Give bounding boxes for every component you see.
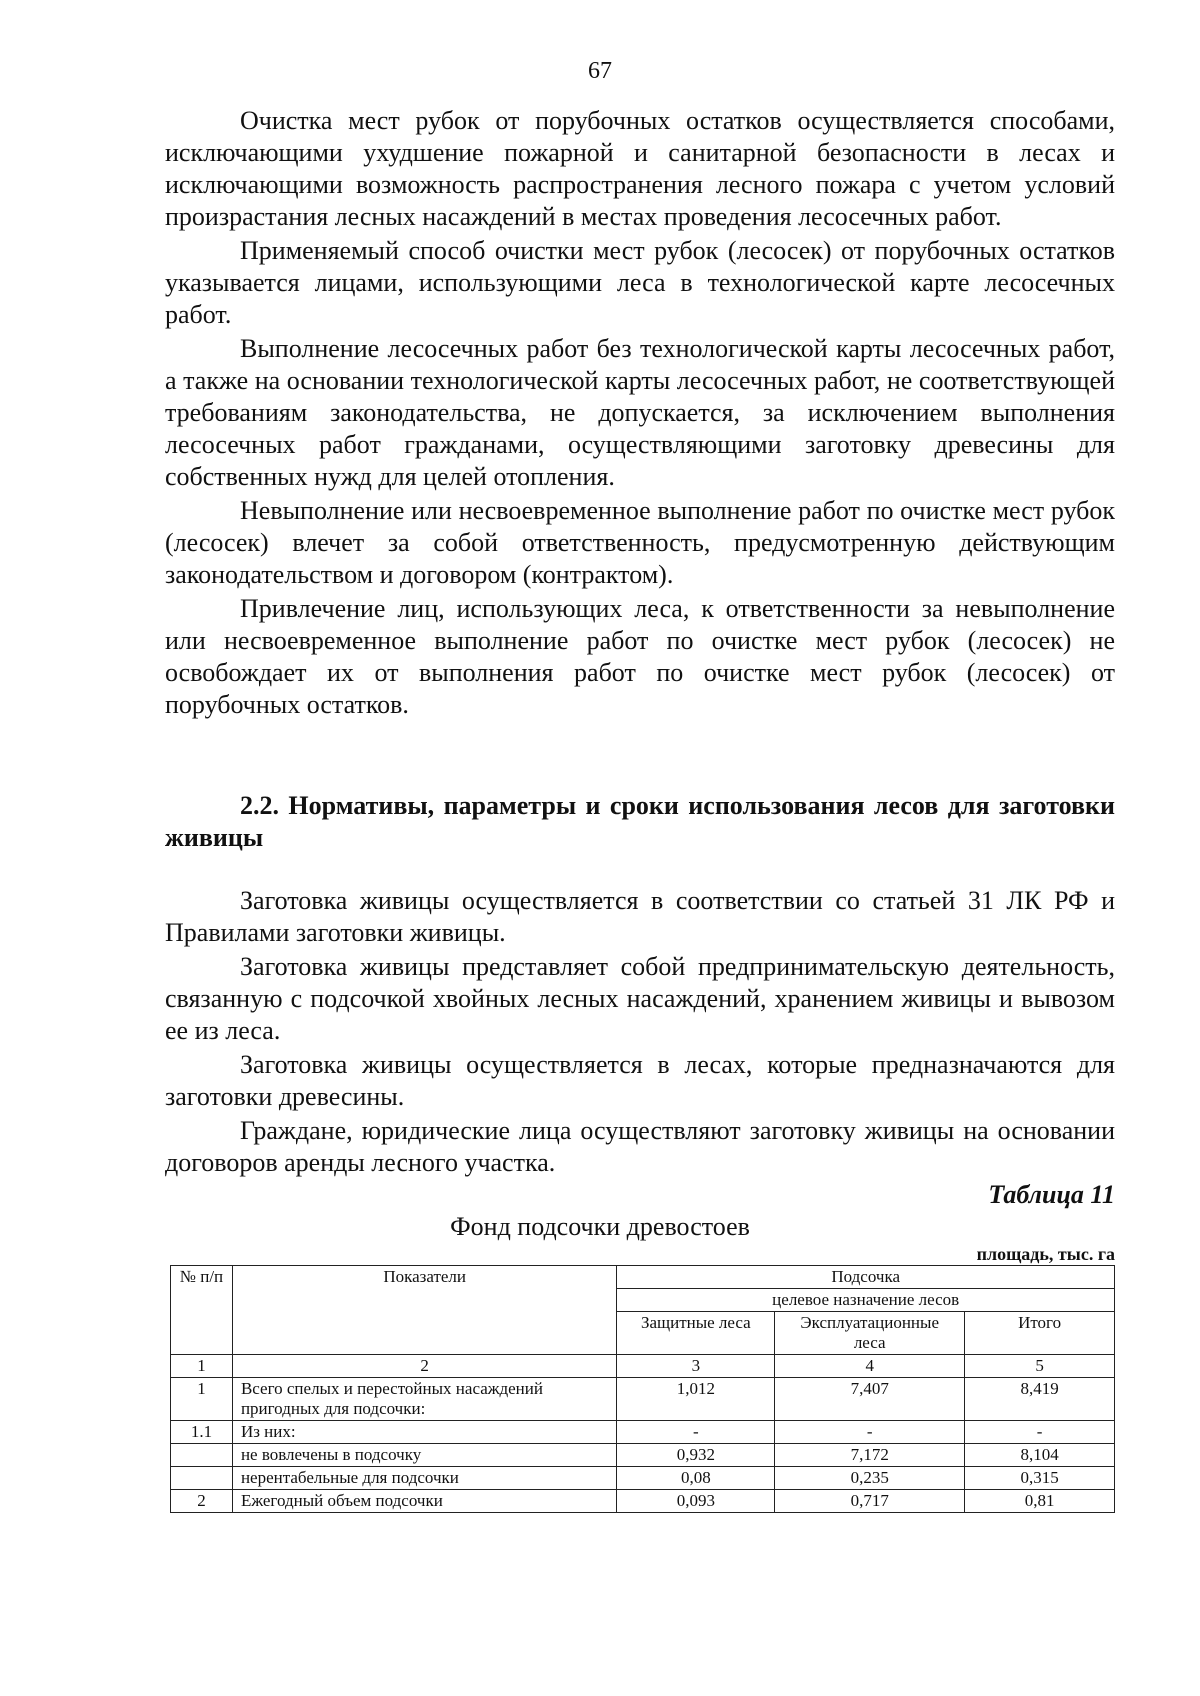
column-number: 2 xyxy=(232,1355,616,1378)
table-caption: Таблица 11 xyxy=(988,1180,1115,1209)
table-row xyxy=(171,1490,1115,1513)
row-total: 0,315 xyxy=(965,1467,1115,1490)
table-row xyxy=(171,1421,1115,1444)
page-number: 67 xyxy=(588,58,612,84)
paragraph: Заготовка живицы осуществляется в соответствии со статьей 31 ЛК РФ и Правилами заготовки живицы. xyxy=(165,886,1115,947)
paragraph: Выполнение лесосечных работ без технологической карты лесосечных работ, а также на основании технологической карты лесосечных работ, не соответствующей требованиям законодательства, не допускается, за исключением выполнения лесосечных работ гражданами, осуществляющими заготовку древесины для собственных нужд для целей отопления. xyxy=(165,334,1115,491)
column-number-row xyxy=(171,1355,1115,1378)
row-protective: - xyxy=(617,1421,775,1444)
table-title: Фонд подсочки древостоев xyxy=(450,1212,750,1241)
row-exploitation: - xyxy=(775,1421,965,1444)
row-num: 2 xyxy=(171,1490,233,1513)
header-num: № п/п xyxy=(171,1266,233,1355)
column-number: 3 xyxy=(617,1355,775,1378)
header-protective: Защитные леса xyxy=(617,1312,775,1355)
row-protective: 1,012 xyxy=(617,1378,775,1421)
row-label: нерентабельные для подсочки xyxy=(232,1467,616,1490)
row-label: Из них: xyxy=(232,1421,616,1444)
table-row xyxy=(171,1444,1115,1467)
row-num xyxy=(171,1444,233,1467)
table-units: площадь, тыс. га xyxy=(976,1244,1115,1264)
row-protective: 0,932 xyxy=(617,1444,775,1467)
paragraph: Граждане, юридические лица осуществляют заготовку живицы на основании договоров аренды лесного участка. xyxy=(165,1116,1115,1177)
row-label: не вовлечены в подсочку xyxy=(232,1444,616,1467)
row-exploitation: 0,717 xyxy=(775,1490,965,1513)
header-subgroup: целевое назначение лесов xyxy=(617,1289,1115,1312)
row-label: Всего спелых и перестойных насаждений пригодных для подсочки: xyxy=(232,1378,616,1421)
paragraph: Очистка мест рубок от порубочных остатков осуществляется способами, исключающими ухудшение пожарной и санитарной безопасности в лесах и исключающими возможность распространения лесного пожара с учетом условий произрастания лесных насаждений в местах проведения лесосечных работ. xyxy=(165,106,1115,231)
table-row xyxy=(171,1467,1115,1490)
row-total: 0,81 xyxy=(965,1490,1115,1513)
row-protective: 0,08 xyxy=(617,1467,775,1490)
paragraph: Заготовка живицы осуществляется в лесах, которые предназначаются для заготовки древесины. xyxy=(165,1050,1115,1111)
paragraph: Применяемый способ очистки мест рубок (лесосек) от порубочных остатков указывается лицами, использующими леса в технологической карте лесосечных работ. xyxy=(165,236,1115,329)
row-total: 8,104 xyxy=(965,1444,1115,1467)
row-label: Ежегодный объем подсочки xyxy=(232,1490,616,1513)
data-table xyxy=(170,1265,1115,1513)
header-total: Итого xyxy=(965,1312,1115,1355)
body-text-bottom xyxy=(165,885,1115,1181)
header-indicators: Показатели xyxy=(232,1266,616,1355)
header-row xyxy=(171,1266,1115,1289)
section-heading: 2.2. Нормативы, параметры и сроки использования лесов для заготовки живицы xyxy=(165,791,1115,852)
column-number: 1 xyxy=(171,1355,233,1378)
row-protective: 0,093 xyxy=(617,1490,775,1513)
body-text-top xyxy=(165,105,1115,723)
row-num: 1.1 xyxy=(171,1421,233,1444)
row-exploitation: 0,235 xyxy=(775,1467,965,1490)
row-exploitation: 7,407 xyxy=(775,1378,965,1421)
table-row xyxy=(171,1378,1115,1421)
row-num xyxy=(171,1467,233,1490)
column-number: 4 xyxy=(775,1355,965,1378)
header-group: Подсочка xyxy=(617,1266,1115,1289)
column-number: 5 xyxy=(965,1355,1115,1378)
paragraph: Заготовка живицы представляет собой предпринимательскую деятельность, связанную с подсочкой хвойных лесных насаждений, хранением живицы и вывозом ее из леса. xyxy=(165,952,1115,1045)
row-total: 8,419 xyxy=(965,1378,1115,1421)
paragraph: Невыполнение или несвоевременное выполнение работ по очистке мест рубок (лесосек) влечет за собой ответственность, предусмотренную действующим законодательством и договором (контрактом). xyxy=(165,496,1115,589)
header-exploitation: Эксплуатационные леса xyxy=(775,1312,965,1355)
paragraph: Привлечение лиц, использующих леса, к ответственности за невыполнение или несвоевременное выполнение работ по очистке мест рубок (лесосек) не освобождает их от выполнения работ по очистке мест рубок (лесосек) от порубочных остатков. xyxy=(165,594,1115,719)
row-exploitation: 7,172 xyxy=(775,1444,965,1467)
row-num: 1 xyxy=(171,1378,233,1421)
row-total: - xyxy=(965,1421,1115,1444)
